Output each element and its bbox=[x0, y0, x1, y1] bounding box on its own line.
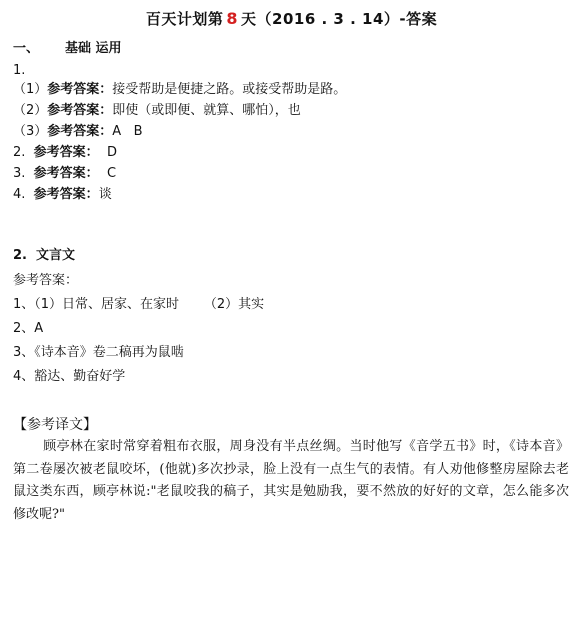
answer-item bbox=[13, 102, 301, 120]
section1-heading-num: 一、 bbox=[13, 41, 40, 56]
answer-prefix: （3） bbox=[13, 124, 48, 139]
answer-text: 接受帮助是便捷之路。或接受帮助是路。 bbox=[112, 82, 347, 97]
answer-text: 即使（或即便、就算、哪怕），也 bbox=[112, 103, 301, 118]
classical-answer: 1、（1）日常、居家、在家时 （2）其实 bbox=[13, 297, 265, 312]
answer-item bbox=[13, 186, 112, 204]
translation-heading: 【参考译文】 bbox=[13, 417, 97, 433]
question-1-label: 1. bbox=[13, 63, 26, 78]
title-suffix: 天（2016 . 3 . 14）-答案 bbox=[241, 10, 438, 28]
answer-prefix: 4. bbox=[13, 187, 34, 202]
classical-answer: 3、《诗本音》卷二稿再为鼠啮 bbox=[13, 345, 184, 360]
section2-ref-label: 参考答案： bbox=[13, 273, 79, 288]
classical-answer: 2、A bbox=[13, 321, 44, 336]
section1-heading-text: 基础 运用 bbox=[65, 41, 122, 56]
answer-label: 参考答案： bbox=[33, 187, 99, 202]
answer-prefix: （1） bbox=[13, 82, 48, 97]
answer-label: 参考答案： bbox=[47, 124, 113, 139]
answer-label: 参考答案： bbox=[33, 145, 99, 160]
answer-item bbox=[13, 81, 346, 99]
answer-prefix: （2） bbox=[13, 103, 48, 118]
answer-text: 谈 bbox=[98, 187, 112, 202]
classical-answer: 4、豁达、勤奋好学 bbox=[13, 369, 126, 384]
answer-text: C bbox=[98, 166, 117, 181]
section1-heading bbox=[13, 40, 122, 58]
answer-label: 参考答案： bbox=[47, 103, 113, 118]
answer-label: 参考答案： bbox=[47, 82, 113, 97]
page-title bbox=[0, 8, 583, 29]
answer-prefix: 3. bbox=[13, 166, 34, 181]
section2-heading: 2. 文言文 bbox=[13, 248, 76, 263]
answer-item bbox=[13, 123, 143, 141]
answer-text: A B bbox=[112, 124, 143, 139]
translation-text: 顾亭林在家时常穿着粗布衣服，周身没有半点丝绸。当时他写《音学五书》时，《诗本音》第二卷屡次被老鼠咬坏，(他就)多次抄录，脸上没有一点生气的表情。有人劝他修整房屋除去老鼠这类东西，顾亭林说:"老鼠咬我的稿子，其实是勉励我，要不然放的好好的文章，怎么能多次修改呢?" bbox=[13, 439, 569, 522]
translation-body bbox=[13, 436, 569, 526]
answer-label: 参考答案： bbox=[33, 166, 99, 181]
answer-prefix: 2. bbox=[13, 145, 34, 160]
title-day-number: 8 bbox=[226, 9, 239, 28]
answer-item bbox=[13, 165, 116, 183]
answer-text: D bbox=[98, 145, 117, 160]
title-prefix: 百天计划第 bbox=[145, 10, 224, 28]
answer-item bbox=[13, 144, 117, 162]
